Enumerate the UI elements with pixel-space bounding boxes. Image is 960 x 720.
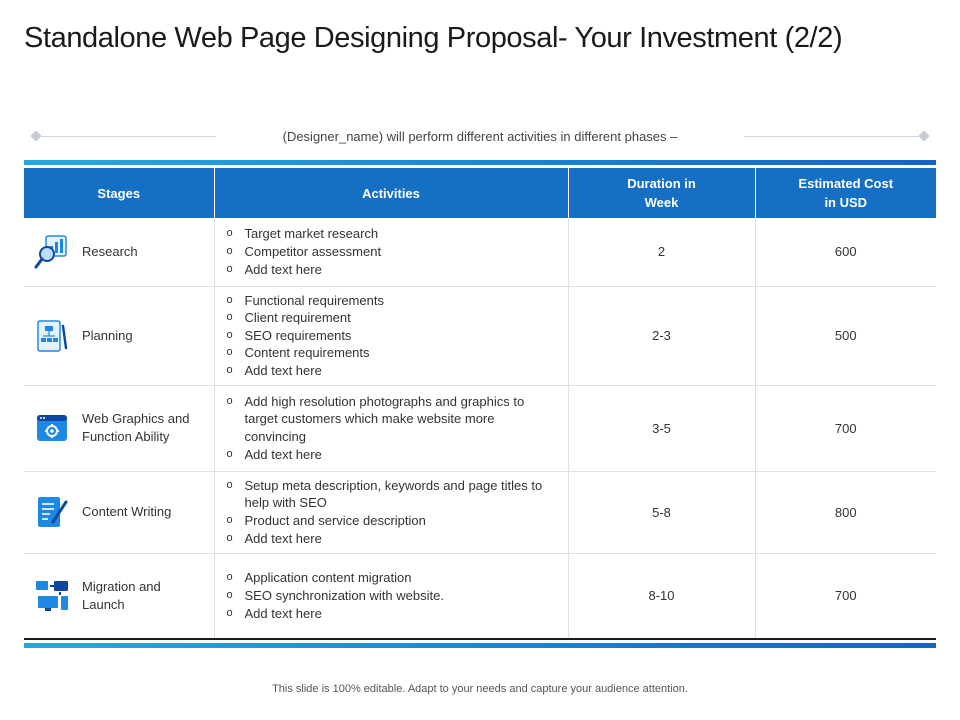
header-cost-line1: Estimated Cost (798, 176, 894, 191)
duration-cell: 5-8 (568, 471, 755, 553)
cost-cell: 700 (755, 553, 936, 639)
migration-icon (34, 578, 70, 614)
activity-item: o Add text here (227, 530, 554, 548)
activity-item: o Functional requirements (227, 292, 568, 310)
duration-cell: 8-10 (568, 553, 755, 639)
activity-item: o Competitor assessment (227, 243, 568, 261)
stage-label-line1: Web Graphics and (82, 411, 190, 426)
header-duration-line1: Duration in (627, 176, 696, 191)
duration-cell: 2-3 (568, 286, 755, 385)
stage-cell (24, 218, 214, 286)
header-stages: Stages (24, 168, 214, 218)
table-header-row (24, 168, 936, 218)
table-row (24, 471, 936, 553)
stage-cell (24, 286, 214, 385)
stage-label: Research (82, 243, 138, 259)
investment-table (24, 168, 936, 640)
duration-cell: 3-5 (568, 385, 755, 471)
table-row (24, 385, 936, 471)
cost-cell: 600 (755, 218, 936, 286)
header-duration (568, 168, 755, 218)
planning-document-icon (34, 318, 70, 354)
magnifier-chart-icon (34, 234, 70, 270)
stage-label: Content Writing (82, 504, 172, 519)
activity-item: o SEO requirements (227, 327, 568, 345)
activity-item: o Client requirement (227, 309, 568, 327)
header-cost-line2: in USD (824, 195, 868, 210)
activity-item: o Add text here (227, 362, 568, 380)
activity-item: o Add text here (227, 446, 548, 464)
table-row (24, 286, 936, 385)
activity-item: o Product and service description (227, 512, 554, 530)
stage-label-line2: Function Ability (82, 429, 170, 444)
stage-label-line1: Migration and (82, 578, 161, 594)
stage-label-line2: Launch (82, 596, 125, 612)
activities-cell (214, 553, 568, 639)
activity-item: o Target market research (227, 225, 568, 243)
top-accent-band (24, 160, 936, 165)
activity-item: o SEO synchronization with website. (227, 587, 568, 605)
cost-cell: 500 (755, 286, 936, 385)
cost-cell: 700 (755, 385, 936, 471)
page-title: Standalone Web Page Designing Proposal- Your Investment (2/2) (24, 22, 843, 54)
subtitle-row (30, 126, 930, 146)
activity-item: o Add text here (227, 605, 568, 623)
duration-cell: 2 (568, 218, 755, 286)
activities-cell (214, 286, 568, 385)
stage-cell (24, 471, 214, 553)
stage-cell (24, 553, 214, 639)
header-activities: Activities (214, 168, 568, 218)
activity-item: o Add text here (227, 261, 568, 279)
activities-cell (214, 218, 568, 286)
stage-label (82, 410, 189, 446)
activity-item: o Add high resolution photographs and graphics to target customers which make website more convincing (227, 393, 548, 446)
activity-item: o Content requirements (227, 344, 568, 362)
content-writing-icon (34, 494, 70, 530)
activity-item: o Application content migration (227, 569, 568, 587)
header-cost (755, 168, 936, 218)
stage-cell (24, 385, 214, 471)
activity-item: o Setup meta description, keywords and page titles to help with SEO (227, 477, 554, 512)
stage-label (82, 578, 161, 614)
header-duration-line2: Week (644, 195, 679, 210)
subtitle: (Designer_name) will perform different activities in different phases – (282, 129, 678, 144)
web-graphics-icon (34, 410, 70, 446)
activities-cell (214, 385, 568, 471)
bottom-accent-band (24, 643, 936, 648)
cost-cell: 800 (755, 471, 936, 553)
table-row (24, 553, 936, 639)
stage-label: Planning (82, 327, 133, 343)
activities-cell (214, 471, 568, 553)
footer-note: This slide is 100% editable. Adapt to your needs and capture your audience attention. (272, 683, 688, 695)
table-row (24, 218, 936, 286)
